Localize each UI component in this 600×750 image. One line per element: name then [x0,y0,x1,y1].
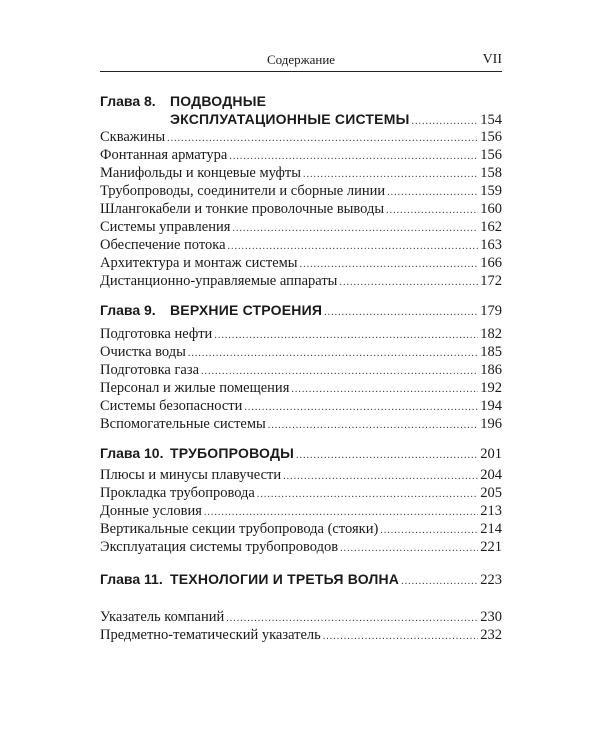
toc-entry[interactable] [100,361,502,379]
toc-entry[interactable] [100,128,502,146]
entry-page: 196 [480,416,502,432]
chapter-page: 179 [480,303,502,319]
entry-title: Системы управления [100,219,231,235]
chapter-label: Глава 9. [100,302,156,318]
page-number: VII [482,52,502,67]
entry-page: 172 [480,273,502,289]
leader-dots [401,573,478,591]
toc-entry[interactable] [100,164,502,182]
leader-dots [244,399,478,417]
entry-title: Очистка воды [100,344,186,360]
header-rule [100,71,502,72]
toc-entry[interactable] [100,397,502,415]
spacer [100,556,502,570]
entry-page: 156 [480,129,502,145]
leader-dots [296,447,478,465]
entry-title: Эксплуатация системы трубопроводов [100,539,339,555]
entry-title: Скважины [100,129,166,145]
chapter-page: 154 [480,112,502,128]
toc-entry[interactable] [100,502,502,520]
chapter-page: 223 [480,572,502,588]
entry-title: Трубопроводы, соединители и сборные линии [100,183,386,199]
leader-dots [214,327,478,345]
entry-page: 160 [480,201,502,217]
index-list [100,608,502,644]
chapter-title: ЭКСПЛУАТАЦИОННЫЕ СИСТЕМЫ [170,111,410,127]
leader-dots [412,113,479,131]
section-list [100,128,502,290]
toc-entry[interactable] [100,520,502,538]
entry-title: Прокладка трубопровода [100,485,255,501]
toc-entry[interactable] [100,182,502,200]
leader-dots [387,184,478,202]
running-header [100,52,502,72]
toc-entry[interactable] [100,538,502,556]
running-header-title: Содержание [266,52,336,67]
section-list [100,466,502,556]
chapter-page: 201 [480,446,502,462]
leader-dots [380,522,478,540]
entry-page: 194 [480,398,502,414]
entry-title: Плюсы и минусы плавучести [100,467,282,483]
leader-dots [283,468,478,486]
leader-dots [232,220,478,238]
entry-page: 221 [480,539,502,555]
toc-entry[interactable] [100,415,502,433]
toc-entry[interactable] [100,484,502,502]
entry-title: Шлангокабели и тонкие проволочные выводы [100,201,385,217]
entry-title: Фонтанная арматура [100,147,228,163]
leader-dots [324,304,478,322]
table-of-contents [100,92,502,644]
entry-page: 158 [480,165,502,181]
toc-entry[interactable] [100,254,502,272]
toc-entry[interactable] [100,466,502,484]
leader-dots [257,486,478,504]
chapter-title: ТЕХНОЛОГИИ И ТРЕТЬЯ ВОЛНА [170,571,400,587]
entry-page: 162 [480,219,502,235]
chapter-heading[interactable] [100,444,502,462]
toc-entry[interactable] [100,146,502,164]
toc-entry[interactable] [100,236,502,254]
entry-title: Обеспечение потока [100,237,226,253]
leader-dots [339,274,478,292]
leader-dots [188,345,478,363]
leader-dots [340,540,478,558]
chapter-title: ПОДВОДНЫЕ [170,93,267,109]
chapter-heading[interactable] [100,301,502,319]
chapter-label: Глава 11. [100,571,163,587]
entry-title: Архитектура и монтаж системы [100,255,298,271]
entry-title: Манифольды и концевые муфты [100,165,301,181]
section-list [100,325,502,433]
toc-entry[interactable] [100,272,502,290]
entry-title: Подготовка нефти [100,326,213,342]
entry-page: 186 [480,362,502,378]
spacer [100,588,502,608]
leader-dots [291,381,478,399]
entry-page: 232 [480,627,502,643]
entry-title: Дистанционно-управляемые аппараты [100,273,338,289]
chapter-8 [100,92,502,290]
chapter-heading[interactable] [100,92,502,110]
toc-entry-index[interactable] [100,608,502,626]
chapter-heading[interactable] [100,570,502,588]
chapter-heading-continued[interactable] [100,110,502,128]
entry-page: 204 [480,467,502,483]
entry-title: Вспомогательные системы [100,416,266,432]
entry-page: 205 [480,485,502,501]
toc-entry[interactable] [100,200,502,218]
toc-entry-index[interactable] [100,626,502,644]
chapter-title: ТРУБОПРОВОДЫ [170,445,295,461]
chapter-9 [100,301,502,433]
chapter-10 [100,444,502,556]
entry-title: Персонал и жилые помещения [100,380,290,396]
chapter-label: Глава 8. [100,93,156,109]
entry-page: 159 [480,183,502,199]
entry-title: Вертикальные секции трубопровода (стояки) [100,521,379,537]
leader-dots [268,417,478,435]
toc-entry[interactable] [100,325,502,343]
chapter-11 [100,570,502,588]
entry-page: 192 [480,380,502,396]
entry-page: 230 [480,609,502,625]
entry-page: 185 [480,344,502,360]
entry-title: Предметно-тематический указатель [100,627,321,643]
entry-title: Системы безопасности [100,398,243,414]
entry-title: Указатель компаний [100,609,225,625]
entry-title: Подготовка газа [100,362,200,378]
chapter-label: Глава 10. [100,445,164,461]
toc-entry[interactable] [100,379,502,397]
chapter-title: ВЕРХНИЕ СТРОЕНИЯ [170,302,323,318]
entry-page: 166 [480,255,502,271]
toc-entry[interactable] [100,218,502,236]
entry-title: Донные условия [100,503,202,519]
entry-page: 163 [480,237,502,253]
entry-page: 156 [480,147,502,163]
entry-page: 213 [480,503,502,519]
toc-entry[interactable] [100,343,502,361]
leader-dots [323,628,478,646]
entry-page: 214 [480,521,502,537]
leader-dots [386,202,478,220]
entry-page: 182 [480,326,502,342]
